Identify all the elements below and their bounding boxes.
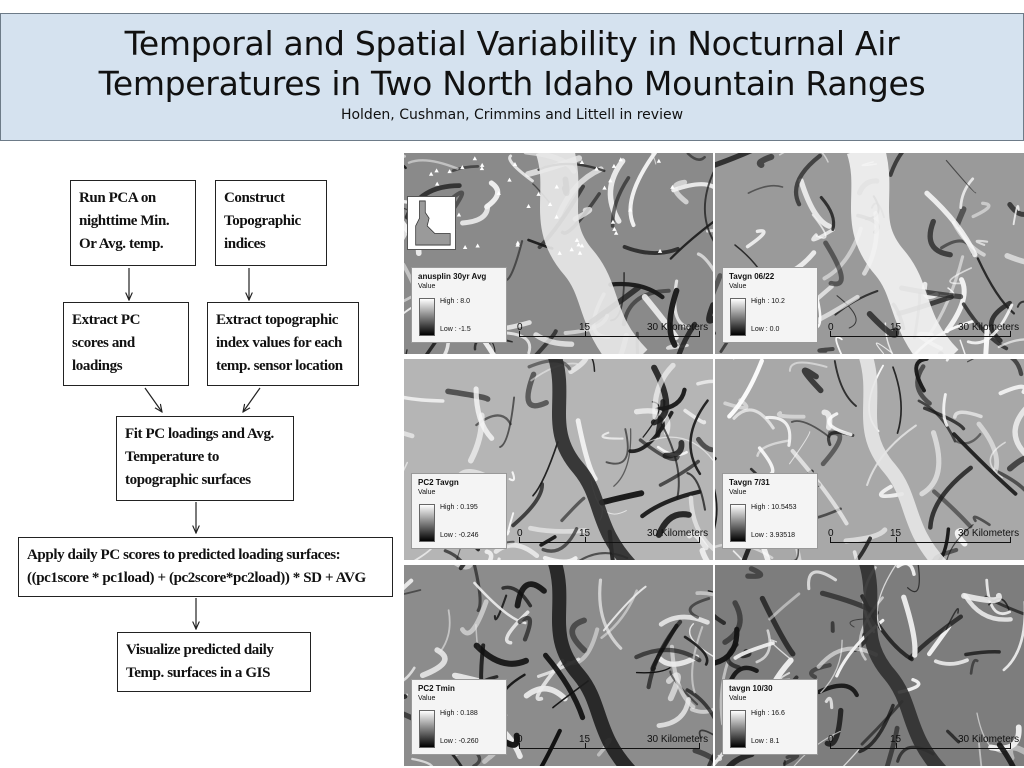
- scale-bar-line: [519, 542, 699, 543]
- step-construct-topo-line-1: Construct: [224, 190, 285, 206]
- step-fit-pc-line-2: Temperature to: [125, 449, 219, 465]
- legend-low-value: Low : -0.260: [440, 738, 479, 745]
- scale-bar: [517, 322, 707, 344]
- map-legend: [411, 473, 507, 549]
- legend-layer-name: PC2 Tavgn: [418, 478, 459, 487]
- step-fit-pc: [116, 416, 294, 501]
- step-extract-topo-line-3: temp. sensor location: [216, 358, 343, 374]
- map-legend: [722, 473, 818, 549]
- step-run-pca-line-1: Run PCA on: [79, 190, 156, 206]
- legend-value-label: Value: [418, 283, 436, 290]
- scale-label-30-km: 30 Kilometers: [647, 322, 709, 333]
- map-panel-anusplin: [404, 153, 713, 354]
- scale-label-30-km: 30 Kilometers: [647, 734, 709, 745]
- map-panel-pc2-tavgn: [404, 359, 713, 560]
- legend-layer-name: Tavgn 7/31: [729, 478, 770, 487]
- legend-value-label: Value: [418, 695, 436, 702]
- step-apply-daily-line-1: Apply daily PC scores to predicted loading surfaces:: [27, 547, 341, 563]
- legend-value-label: Value: [729, 283, 747, 290]
- step-fit-pc-line-3: topographic surfaces: [125, 472, 251, 488]
- step-extract-topo: [207, 302, 359, 386]
- map-legend: [722, 267, 818, 343]
- map-panel-tavgn-0731: [715, 359, 1024, 560]
- scale-bar-line: [519, 336, 699, 337]
- scale-label-30-km: 30 Kilometers: [958, 528, 1020, 539]
- legend-layer-name: anusplin 30yr Avg: [418, 272, 487, 281]
- method-flowchart: [0, 150, 400, 750]
- legend-low-value: Low : -0.246: [440, 532, 479, 539]
- step-visualize-line-1: Visualize predicted daily: [126, 642, 274, 658]
- title-line-2: Temperatures in Two North Idaho Mountain Ranges: [98, 64, 926, 103]
- step-apply-daily-line-2: ((pc1score * pc1load) + (pc2score*pc2load)) * SD + AVG: [27, 570, 366, 586]
- scale-label-0: 0: [828, 528, 834, 539]
- scale-label-30-km: 30 Kilometers: [647, 528, 709, 539]
- map-panel-pc2-tmin: [404, 565, 713, 766]
- map-legend: [411, 267, 507, 343]
- legend-high-value: High : 0.188: [440, 710, 478, 717]
- step-visualize-line-2: Temp. surfaces in a GIS: [126, 665, 271, 681]
- legend-value-label: Value: [729, 695, 747, 702]
- step-construct-topo-line-3: indices: [224, 236, 266, 252]
- slide-title: [1, 14, 1023, 104]
- scale-label-15: 15: [579, 734, 591, 745]
- scale-bar: [517, 734, 707, 756]
- step-run-pca-line-3: Or Avg. temp.: [79, 236, 164, 252]
- legend-high-value: High : 10.2: [751, 298, 785, 305]
- slide-subtitle: Holden, Cushman, Crimmins and Littell in review: [340, 107, 684, 123]
- scale-bar: [828, 322, 1018, 344]
- scale-label-15: 15: [890, 734, 902, 745]
- scale-bar-line: [830, 336, 1010, 337]
- scale-label-30-km: 30 Kilometers: [958, 734, 1020, 745]
- legend-color-ramp: [730, 504, 746, 542]
- scale-bar: [517, 528, 707, 550]
- step-fit-pc-line-1: Fit PC loadings and Avg.: [125, 426, 274, 442]
- step-run-pca-line-2: nighttime Min.: [79, 213, 170, 229]
- map-panel-tavgn-0622: [715, 153, 1024, 354]
- step-extract-pc: [63, 302, 189, 386]
- step-construct-topo: [215, 180, 327, 266]
- legend-color-ramp: [419, 710, 435, 748]
- scale-bar: [828, 734, 1018, 756]
- title-banner: [0, 13, 1024, 141]
- map-grid: [404, 153, 1024, 767]
- legend-color-ramp: [730, 710, 746, 748]
- step-extract-topo-line-1: Extract topographic: [216, 312, 338, 328]
- step-extract-topo-line-2: index values for each: [216, 335, 342, 351]
- map-panel-tavgn-1030: [715, 565, 1024, 766]
- scale-label-0: 0: [828, 734, 834, 745]
- arrow-extract-pc-to-fit: [145, 388, 162, 412]
- legend-color-ramp: [730, 298, 746, 336]
- scale-bar: [828, 528, 1018, 550]
- map-legend: [722, 679, 818, 755]
- scale-label-30-km: 30 Kilometers: [958, 322, 1020, 333]
- legend-low-value: Low : -1.5: [440, 326, 471, 333]
- scale-label-0: 0: [517, 322, 523, 333]
- scale-label-0: 0: [517, 528, 523, 539]
- legend-color-ramp: [419, 298, 435, 336]
- legend-layer-name: PC2 Tmin: [418, 684, 455, 693]
- arrow-extract-topo-to-fit: [243, 388, 260, 412]
- step-visualize: [117, 632, 311, 692]
- legend-layer-name: Tavgn 06/22: [729, 272, 775, 281]
- legend-high-value: High : 8.0: [440, 298, 470, 305]
- step-construct-topo-line-2: Topographic: [224, 213, 301, 229]
- legend-low-value: Low : 3.93518: [751, 532, 795, 539]
- step-extract-pc-line-3: loadings: [72, 358, 123, 374]
- scale-bar-line: [830, 748, 1010, 749]
- legend-high-value: High : 0.195: [440, 504, 478, 511]
- legend-value-label: Value: [418, 489, 436, 496]
- scale-label-15: 15: [579, 528, 591, 539]
- step-apply-daily: [18, 537, 393, 597]
- legend-high-value: High : 16.6: [751, 710, 785, 717]
- legend-value-label: Value: [729, 489, 747, 496]
- scale-label-15: 15: [890, 528, 902, 539]
- scale-bar-line: [519, 748, 699, 749]
- scale-bar-line: [830, 542, 1010, 543]
- scale-label-0: 0: [828, 322, 834, 333]
- scale-label-15: 15: [579, 322, 591, 333]
- legend-layer-name: tavgn 10/30: [729, 684, 773, 693]
- legend-color-ramp: [419, 504, 435, 542]
- scale-label-0: 0: [517, 734, 523, 745]
- idaho-locator-inset: [407, 196, 456, 250]
- scale-label-15: 15: [890, 322, 902, 333]
- legend-low-value: Low : 8.1: [751, 738, 780, 745]
- legend-low-value: Low : 0.0: [751, 326, 780, 333]
- step-run-pca: [70, 180, 196, 266]
- title-line-1: Temporal and Spatial Variability in Nocturnal Air: [124, 24, 900, 63]
- map-legend: [411, 679, 507, 755]
- legend-high-value: High : 10.5453: [751, 504, 797, 511]
- step-extract-pc-line-2: scores and: [72, 335, 135, 351]
- step-extract-pc-line-1: Extract PC: [72, 312, 141, 328]
